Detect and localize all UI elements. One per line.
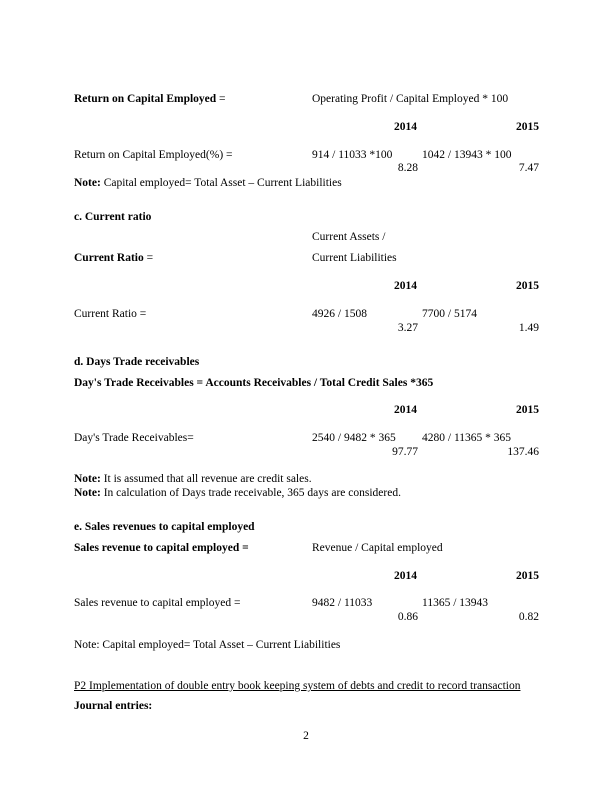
current-ratio-calc-2014: 4926 / 1508 <box>312 308 367 320</box>
sales-revenue-note: Note: Capital employed= Total Asset – Current Liabilities <box>74 639 341 651</box>
sales-revenue-section-title: e. Sales revenues to capital employed <box>74 521 255 533</box>
roce-heading-bold: Return on Capital Employed <box>74 93 217 105</box>
current-ratio-result-2014: 3.27 <box>397 322 418 334</box>
days-receivables-note-2-label: Note: <box>74 487 101 499</box>
current-ratio-heading <box>74 252 153 265</box>
sales-revenue-calc-2015: 11365 / 13943 <box>422 597 489 609</box>
current-ratio-section-title: c. Current ratio <box>74 211 152 223</box>
days-receivables-year-2014: 2014 <box>394 404 417 416</box>
roce-note <box>74 177 342 190</box>
roce-calc-2014: 914 / 11033 *100 <box>312 149 393 161</box>
roce-formula: Operating Profit / Capital Employed * 100 <box>312 93 509 105</box>
roce-calc-2015: 1042 / 13943 * 100 <box>422 149 512 161</box>
journal-entries-heading: Journal entries: <box>74 700 153 712</box>
sales-revenue-year-2014: 2014 <box>394 570 417 582</box>
days-receivables-result-2015: 137.46 <box>507 446 539 458</box>
days-receivables-year-2015: 2015 <box>516 404 539 416</box>
days-receivables-result-2014: 97.77 <box>392 446 418 458</box>
roce-year-2015: 2015 <box>516 121 539 133</box>
days-receivables-note-2 <box>74 487 401 500</box>
days-receivables-note-2-text: In calculation of Days trade receivable, 365 days are considered. <box>100 487 401 499</box>
current-ratio-heading-bold: Current Ratio <box>74 252 144 264</box>
sales-revenue-calc-2014: 9482 / 11033 <box>312 597 373 609</box>
current-ratio-year-2014: 2014 <box>394 280 417 292</box>
sales-revenue-row-label: Sales revenue to capital employed = <box>74 597 241 609</box>
days-receivables-row-label: Day's Trade Receivables= <box>74 432 194 444</box>
p2-title: P2 Implementation of double entry book keeping system of debts and credit to record transaction <box>74 680 521 692</box>
current-ratio-formula-line2: Current Liabilities <box>312 252 397 264</box>
roce-result-2014: 8.28 <box>397 162 418 174</box>
roce-result-2015: 7.47 <box>518 162 539 174</box>
days-receivables-calc-2015: 4280 / 11365 * 365 <box>422 432 512 444</box>
current-ratio-heading-rest: = <box>143 252 154 264</box>
sales-revenue-formula: Revenue / Capital employed <box>312 542 443 554</box>
current-ratio-result-2015: 1.49 <box>518 322 539 334</box>
current-ratio-formula-line1: Current Assets / <box>312 231 386 243</box>
roce-note-label: Note: <box>74 177 101 189</box>
days-receivables-note-1 <box>74 473 312 486</box>
roce-note-text: Capital employed= Total Asset – Current Liabilities <box>100 177 342 189</box>
current-ratio-row-label: Current Ratio = <box>74 308 147 320</box>
roce-heading-rest: = <box>216 93 226 105</box>
sales-revenue-year-2015: 2015 <box>516 570 539 582</box>
roce-row-label: Return on Capital Employed(%) = <box>74 149 233 161</box>
days-receivables-calc-2014: 2540 / 9482 * 365 <box>312 432 396 444</box>
days-receivables-note-1-text: It is assumed that all revenue are credit sales. <box>100 473 312 485</box>
sales-revenue-heading: Sales revenue to capital employed = <box>74 542 249 554</box>
current-ratio-year-2015: 2015 <box>516 280 539 292</box>
sales-revenue-result-2015: 0.82 <box>518 611 539 623</box>
days-receivables-note-1-label: Note: <box>74 473 101 485</box>
current-ratio-calc-2015: 7700 / 5174 <box>422 308 477 320</box>
sales-revenue-result-2014: 0.86 <box>397 611 418 623</box>
roce-heading <box>74 93 226 106</box>
days-receivables-section-title: d. Days Trade receivables <box>74 356 200 368</box>
days-receivables-heading: Day's Trade Receivables = Accounts Receivables / Total Credit Sales *365 <box>74 377 434 389</box>
page-number: 2 <box>303 730 309 742</box>
roce-year-2014: 2014 <box>394 121 417 133</box>
